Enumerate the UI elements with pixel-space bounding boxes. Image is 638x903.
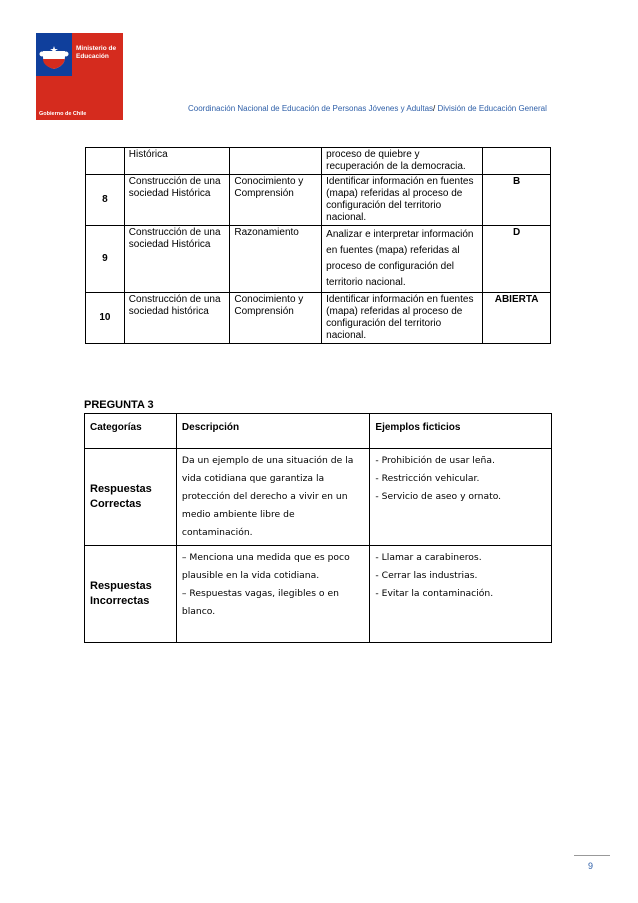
question-skill: Razonamiento bbox=[230, 226, 322, 293]
question-description: Analizar e interpretar información en fuentes (mapa) referidas al proceso de configuración del territorio nacional. bbox=[322, 226, 483, 293]
question-key: ABIERTA bbox=[483, 293, 551, 344]
table-row bbox=[86, 226, 551, 293]
table-row bbox=[86, 148, 551, 175]
table-row bbox=[85, 449, 552, 546]
list-item: - Cerrar las industrias. bbox=[375, 570, 478, 581]
question-key: D bbox=[483, 226, 551, 293]
question-key: B bbox=[483, 175, 551, 226]
rubric-table bbox=[84, 413, 552, 643]
question-number bbox=[86, 148, 125, 175]
question-number: 8 bbox=[86, 175, 125, 226]
question-area: Histórica bbox=[124, 148, 230, 175]
header-examples: Ejemplos ficticios bbox=[370, 414, 552, 449]
table-row bbox=[86, 175, 551, 226]
questions-table bbox=[85, 147, 551, 344]
question-description: proceso de quiebre y recuperación de la democracia. bbox=[322, 148, 483, 175]
question-number: 9 bbox=[86, 226, 125, 293]
header-separator: / bbox=[433, 104, 436, 113]
question-area: Construcción de una sociedad Histórica bbox=[124, 226, 230, 293]
examples-correct bbox=[370, 449, 552, 546]
category-incorrect: Respuestas Incorrectas bbox=[85, 546, 177, 643]
header-description: Descripción bbox=[176, 414, 370, 449]
question-number: 10 bbox=[86, 293, 125, 344]
ministry-line2: Educación bbox=[76, 53, 109, 60]
footer-divider bbox=[574, 855, 610, 856]
question-description: Identificar información en fuentes (mapa) referidas al proceso de configuración del territorio nacional. bbox=[322, 175, 483, 226]
question-area: Construcción de una sociedad Histórica bbox=[124, 175, 230, 226]
ministry-name bbox=[76, 45, 116, 61]
description-incorrect bbox=[176, 546, 370, 643]
examples-incorrect bbox=[370, 546, 552, 643]
header-categories: Categorías bbox=[85, 414, 177, 449]
header-coordination: Coordinación Nacional de Educación de Personas Jóvenes y Adultas bbox=[188, 104, 434, 113]
ministry-line1: Ministerio de bbox=[76, 45, 117, 52]
question-key bbox=[483, 148, 551, 175]
question-description: Identificar información en fuentes (mapa) referidas al proceso de configuración del territorio nacional. bbox=[322, 293, 483, 344]
page-header bbox=[188, 104, 547, 113]
page-number: 9 bbox=[588, 861, 594, 871]
list-item: – Menciona una medida que es poco plausible en la vida cotidiana. bbox=[181, 552, 350, 581]
section-title: PREGUNTA 3 bbox=[84, 399, 154, 411]
coat-of-arms-icon bbox=[39, 39, 69, 71]
question-skill: Conocimiento y Comprensión bbox=[230, 175, 322, 226]
header-division: División de Educación General bbox=[435, 104, 547, 113]
description-correct: Da un ejemplo de una situación de la vida cotidiana que garantiza la protección del derecho a vivir en un medio ambiente libre de contaminación. bbox=[176, 449, 370, 546]
list-item: - Restricción vehicular. bbox=[375, 473, 480, 484]
government-label: Gobierno de Chile bbox=[39, 111, 87, 117]
ministry-logo bbox=[36, 33, 123, 120]
category-correct: Respuestas Correctas bbox=[85, 449, 177, 546]
list-item: - Prohibición de usar leña. bbox=[375, 455, 495, 466]
question-skill bbox=[230, 148, 322, 175]
list-item: – Respuestas vagas, ilegibles o en blanco. bbox=[181, 588, 339, 617]
table-row bbox=[86, 293, 551, 344]
question-area: Construcción de una sociedad histórica bbox=[124, 293, 230, 344]
list-item: - Llamar a carabineros. bbox=[375, 552, 482, 563]
list-item: - Evitar la contaminación. bbox=[375, 588, 494, 599]
rubric-header-row bbox=[85, 414, 552, 449]
list-item: - Servicio de aseo y ornato. bbox=[375, 491, 502, 502]
table-row bbox=[85, 546, 552, 643]
question-skill: Conocimiento y Comprensión bbox=[230, 293, 322, 344]
